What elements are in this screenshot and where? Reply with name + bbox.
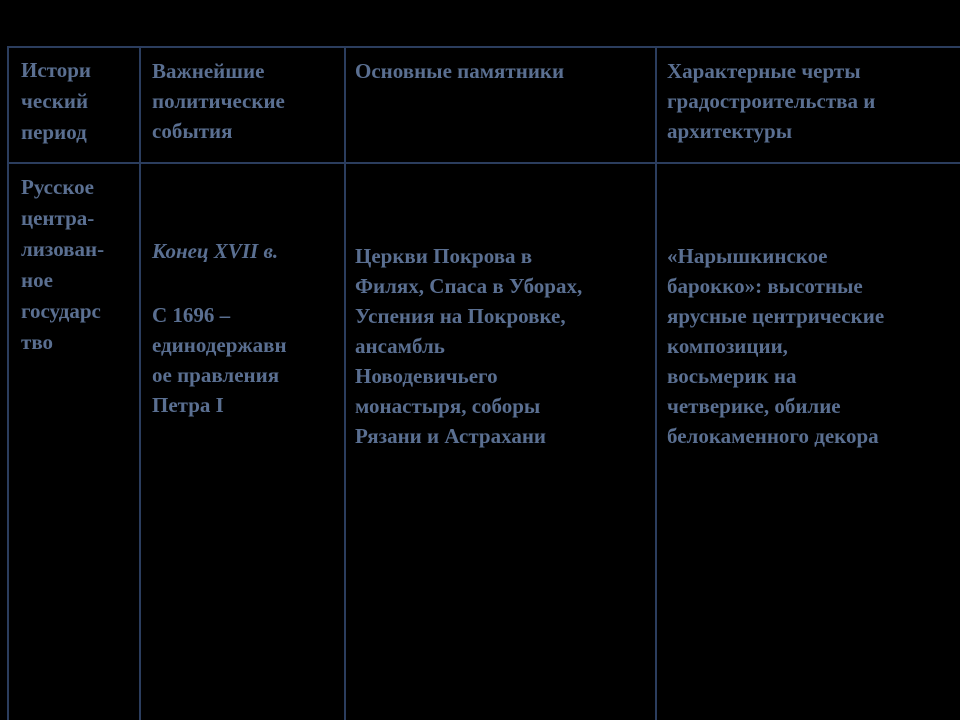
column-divider: [344, 48, 346, 720]
period-cell: Русское центра- лизован- ное государс тво: [21, 175, 105, 354]
header-political-events: Важнейшие политические события: [152, 59, 285, 143]
header-row-divider: [9, 162, 960, 164]
header-architecture-features: Характерные черты градостроительства и архитектуры: [667, 59, 876, 143]
column-divider: [655, 48, 657, 720]
events-date: Конец XVII в.: [152, 239, 279, 263]
header-main-monuments: Основные памятники: [355, 59, 565, 83]
features-cell: «Нарышкинское барокко»: высотные ярусные центрические композиции, восьмерик на четверике, обилие белокаменного декора: [667, 244, 885, 448]
column-divider: [139, 48, 141, 720]
history-table: [7, 46, 960, 720]
monuments-cell: Церкви Покрова в Филях, Спаса в Уборах, Успения на Покровке, ансамбль Новодевичьего монастыря, соборы Рязани и Астрахани: [355, 244, 583, 448]
header-period: Истори ческий период: [21, 58, 91, 144]
events-cell: [152, 206, 342, 450]
events-text: С 1696 – единодержавн ое правления Петра I: [152, 303, 287, 417]
